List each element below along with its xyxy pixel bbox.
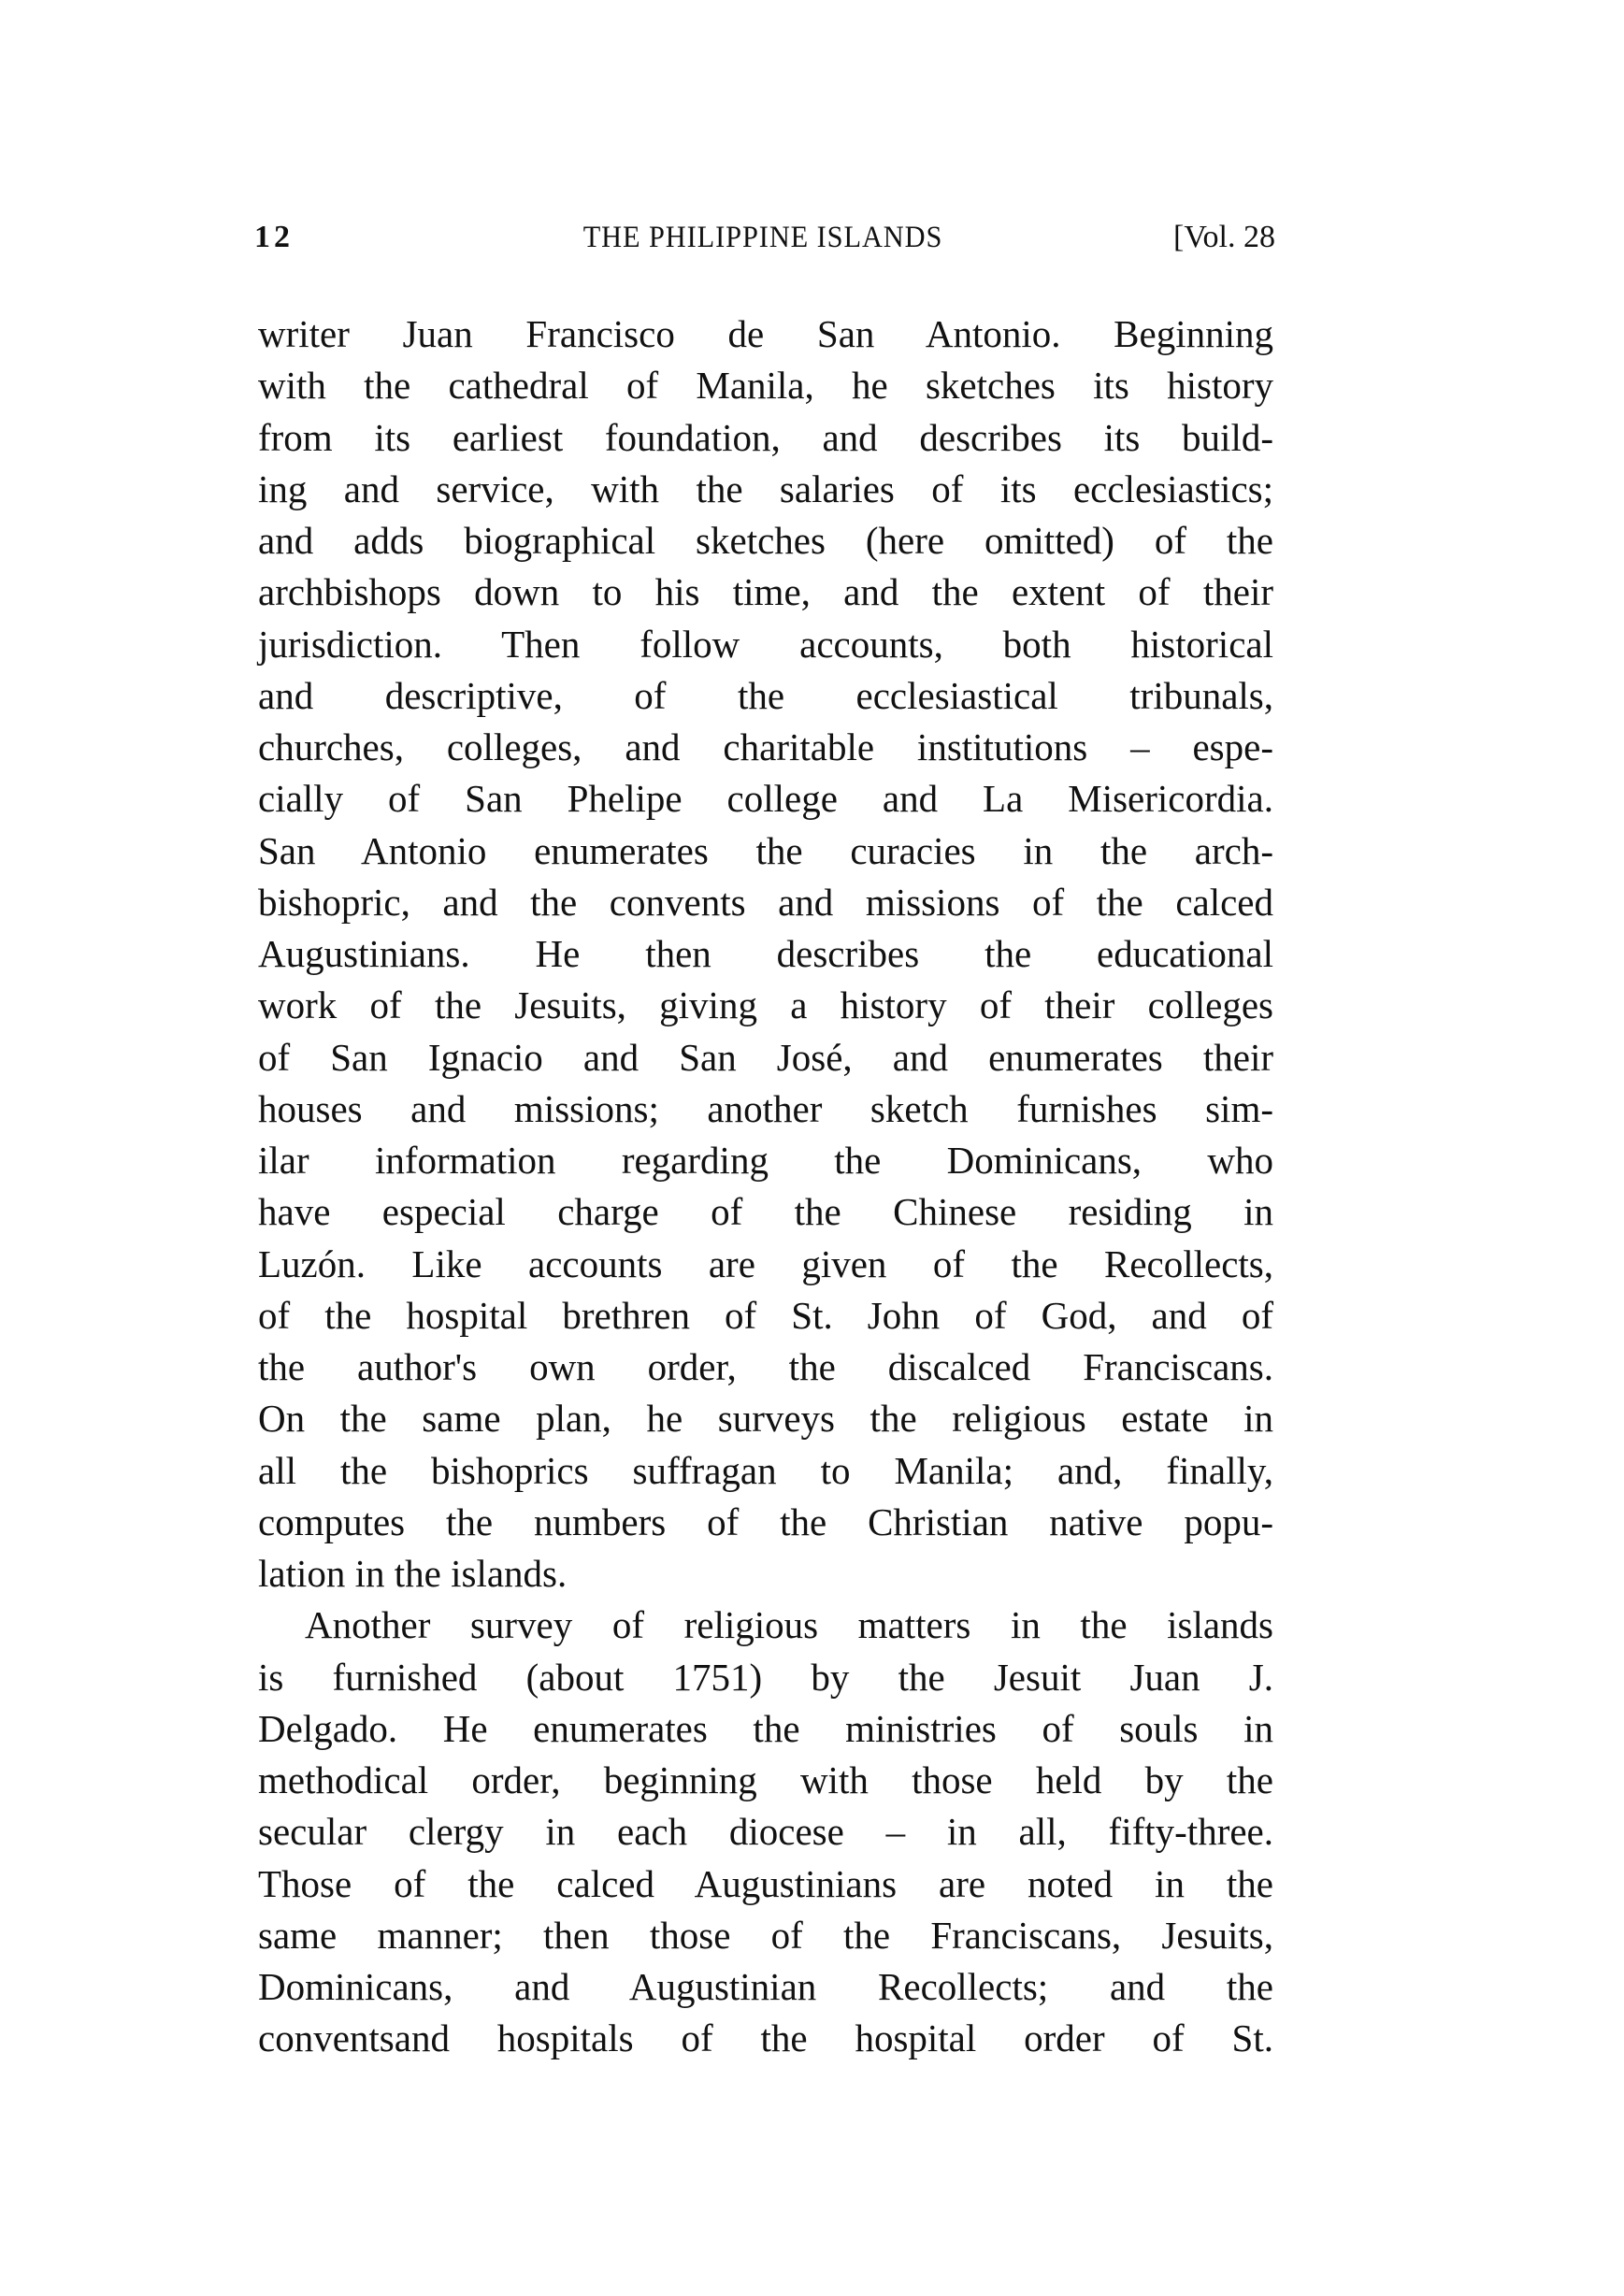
running-head-title: THE PHILIPPINE ISLANDS bbox=[582, 221, 943, 254]
text-line: ilar information regarding the Dominicans, who bbox=[258, 1139, 1273, 1182]
text-line: cially of San Phelipe college and La Misericordia. bbox=[258, 777, 1273, 821]
text-line: jurisdiction. Then follow accounts, both historical bbox=[258, 622, 1273, 666]
text-line: and adds biographical sketches (here omitted) of the bbox=[258, 519, 1273, 562]
text-line: Dominicans, and Augustinian Recollects; and the bbox=[258, 1965, 1273, 2008]
text-line: same manner; then those of the Franciscans, Jesuits, bbox=[258, 1913, 1273, 1957]
text-line: of the hospital brethren of St. John of God, and of bbox=[258, 1293, 1273, 1337]
text-line: with the cathedral of Manila, he sketches its history bbox=[258, 364, 1273, 408]
text-line: San Antonio enumerates the curacies in the arch- bbox=[258, 828, 1273, 872]
text-line: writer Juan Francisco de San Antonio. Beginning bbox=[258, 312, 1273, 355]
text-line: is furnished (about 1751) by the Jesuit Juan J. bbox=[258, 1655, 1273, 1699]
text-line: the author's own order, the discalced Franciscans. bbox=[258, 1345, 1273, 1388]
text-line: from its earliest foundation, and describes its build- bbox=[258, 415, 1273, 459]
text-line: lation in the islands. bbox=[258, 1552, 568, 1595]
text-line: On the same plan, he surveys the religious estate in bbox=[258, 1397, 1273, 1441]
paragraph-1 bbox=[258, 309, 1273, 1600]
paragraph-2 bbox=[258, 1600, 1273, 2064]
text-line: houses and missions; another sketch furnishes sim- bbox=[258, 1086, 1273, 1130]
text-line: methodical order, beginning with those held by the bbox=[258, 1758, 1273, 1801]
text-line: have especial charge of the Chinese residing in bbox=[258, 1190, 1273, 1234]
text-line: bishopric, and the convents and missions of the calced bbox=[258, 880, 1273, 924]
text-line: Luzón. Like accounts are given of the Recollects, bbox=[258, 1241, 1273, 1285]
text-line: computes the numbers of the Christian native popu- bbox=[258, 1500, 1273, 1543]
text-line: ing and service, with the salaries of its ecclesiastics; bbox=[258, 466, 1273, 510]
text-line: all the bishoprics suffragan to Manila; and, finally, bbox=[258, 1448, 1273, 1492]
text-line: work of the Jesuits, giving a history of their colleges bbox=[258, 983, 1273, 1027]
text-line: Augustinians. He then describes the educational bbox=[258, 932, 1273, 975]
text-line: secular clergy in each diocese – in all, fifty-three. bbox=[258, 1810, 1273, 1854]
page-number: 12 bbox=[254, 220, 294, 254]
text-line: and descriptive, of the ecclesiastical tribunals, bbox=[258, 673, 1273, 717]
running-head bbox=[254, 217, 1275, 258]
text-line: of San Ignacio and San José, and enumerates their bbox=[258, 1035, 1273, 1079]
text-line: Another survey of religious matters in the islands bbox=[305, 1603, 1273, 1647]
text-line: Delgado. He enumerates the ministries of souls in bbox=[258, 1706, 1273, 1750]
body-text bbox=[258, 309, 1273, 2065]
text-line: churches, colleges, and charitable institutions – espe- bbox=[258, 725, 1273, 768]
text-line: archbishops down to his time, and the extent of their bbox=[258, 570, 1273, 614]
volume-label: [Vol. 28 bbox=[1173, 220, 1275, 254]
text-line: conventsand hospitals of the hospital order of St. bbox=[258, 2016, 1273, 2060]
text-line: Those of the calced Augustinians are noted in the bbox=[258, 1861, 1273, 1905]
